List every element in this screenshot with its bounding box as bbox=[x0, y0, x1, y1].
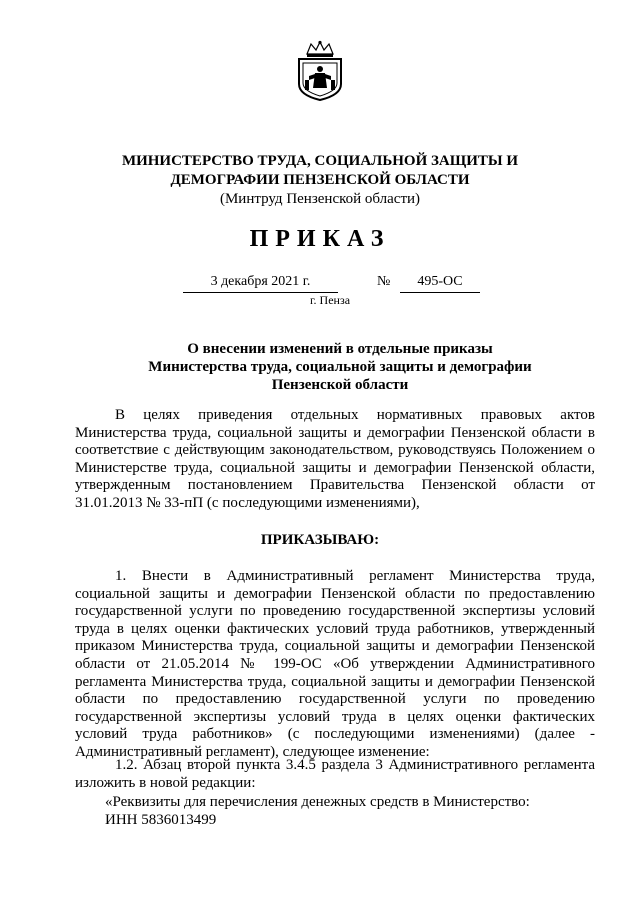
ministry-name-line2: ДЕМОГРАФИИ ПЕНЗЕНСКОЙ ОБЛАСТИ bbox=[170, 172, 470, 188]
ministry-name-line1: МИНИСТЕРСТВО ТРУДА, СОЦИАЛЬНОЙ ЗАЩИТЫ И bbox=[121, 153, 519, 169]
coat-of-arms-emblem bbox=[295, 40, 345, 102]
subject-line2: Министерства труда, социальной защиты и демографии bbox=[148, 359, 532, 375]
order-city: г. Пенза bbox=[309, 293, 351, 307]
subject-line1: О внесении изменений в отдельные приказы bbox=[187, 341, 493, 357]
order-number: 495-ОС bbox=[400, 272, 480, 293]
quote-line-2: ИНН 5836013499 bbox=[105, 812, 217, 828]
item-1-2-paragraph: 1.2. Абзац второй пункта 3.4.5 раздела 3 Административного регламента изложить в новой редакции: bbox=[75, 757, 595, 791]
subject-line3: Пензенской области bbox=[271, 377, 409, 393]
decree-heading: ПРИКАЗЫВАЮ: bbox=[260, 532, 380, 548]
order-title: ПРИКАЗ bbox=[249, 226, 391, 252]
item-1-paragraph: 1. Внести в Административный регламент Министерства труда, социальной защиты и демографии Пензенской области по предоставлению государственной услуги по проведению государственной экспертизы условий труда в целях оценки фактических условий труда работников, утвержденный приказом Министерства труда, социальной защиты и демографии Пензенской области от 21.05.2014 № 199-ОС «Об утверждении Административного регламента Министерства труда, социальной защиты и демографии Пензенской области по предоставлению государственной услуги по проведению государственной экспертизы условий труда в целях оценки фактических условий труда работников» (с последующими изменениями) (далее - Административный регламент), следующее изменение: bbox=[75, 568, 595, 760]
ministry-short-name: (Минтруд Пензенской области) bbox=[219, 191, 421, 207]
quote-line-1: «Реквизиты для перечисления денежных средств в Министерство: bbox=[105, 794, 530, 810]
preamble-paragraph: В целях приведения отдельных нормативных правовых актов Министерства труда, социальной защиты и демографии Пензенской области в соответствие с действующим законодательством, руководствуясь Положением о Министерстве труда, социальной защиты и демографии Пензенской области, утвержденным постановлением Правительства Пензенской области от 31.01.2013 № 33-пП (с последующими изменениями), bbox=[75, 407, 595, 511]
order-subject bbox=[130, 340, 550, 394]
order-date: 3 декабря 2021 г. bbox=[183, 272, 338, 293]
number-sign: № bbox=[377, 274, 391, 289]
